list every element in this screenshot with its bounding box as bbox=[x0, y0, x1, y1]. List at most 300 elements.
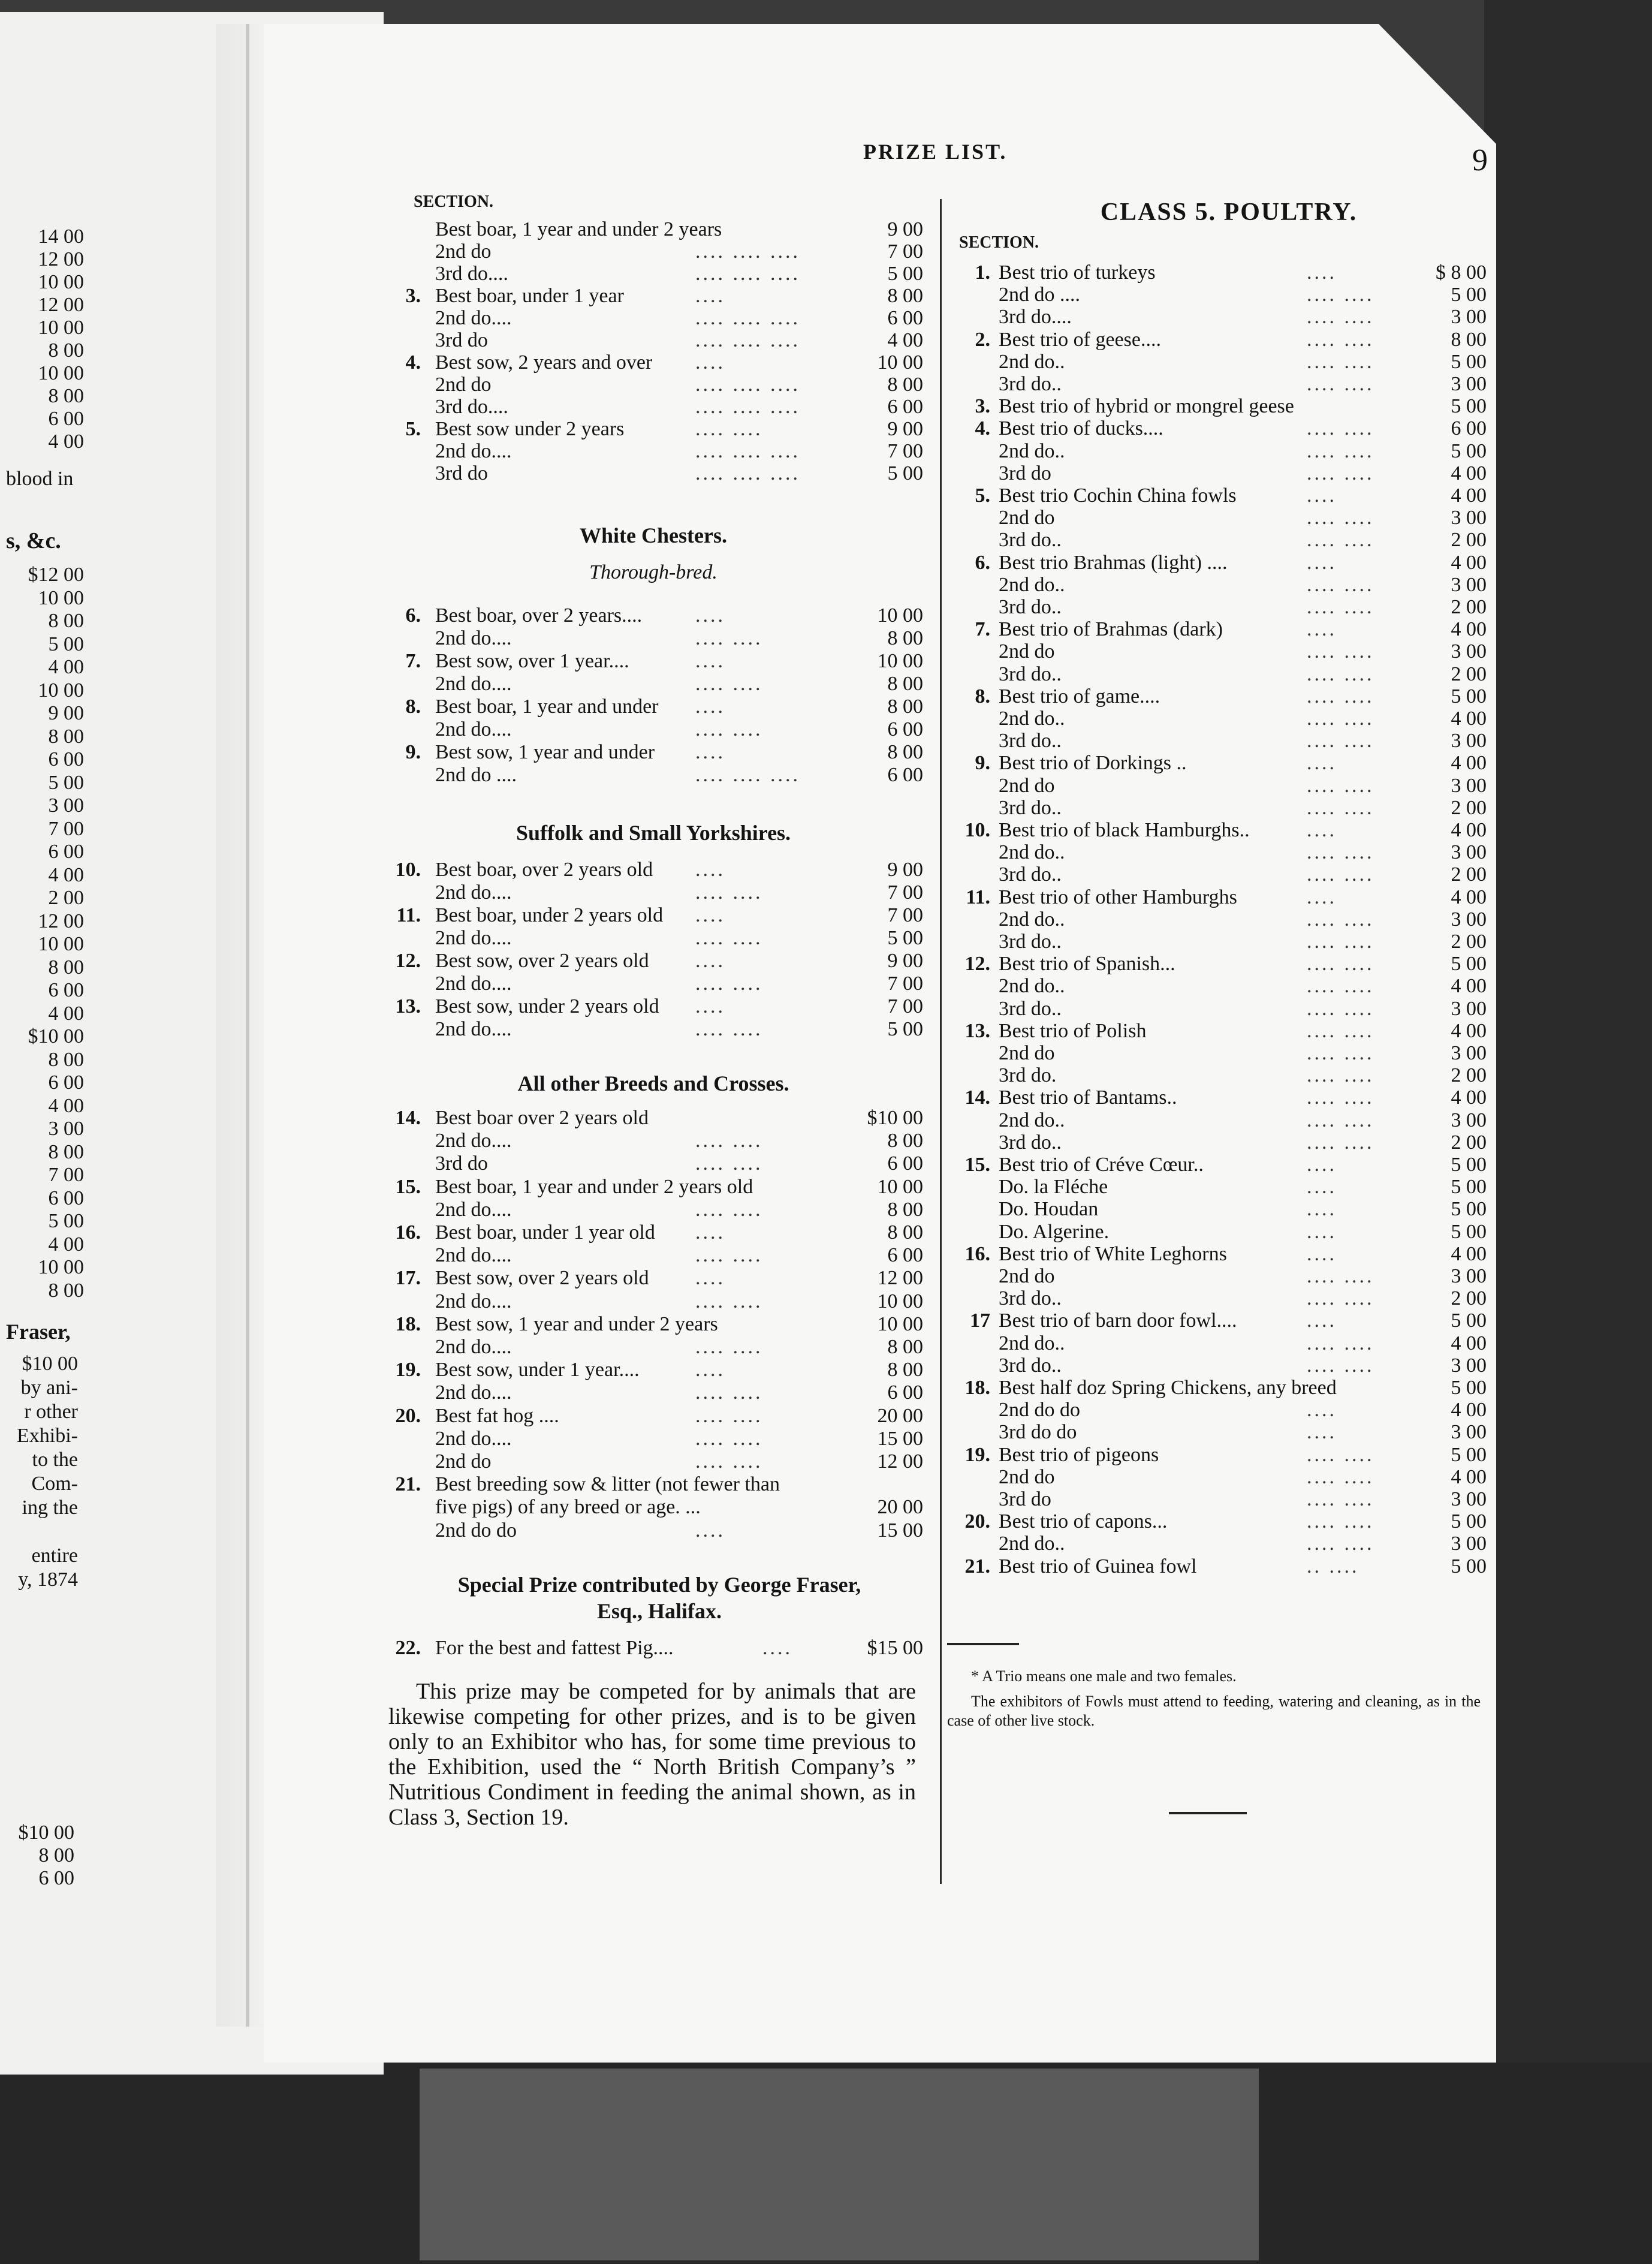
leader-dots: .... .... bbox=[1307, 596, 1374, 618]
prize-amount: 3 00 bbox=[1451, 373, 1487, 395]
leader-dots: .... bbox=[1307, 886, 1337, 908]
prize-amount: 8 00 bbox=[887, 627, 923, 649]
end-rule bbox=[1169, 1812, 1247, 1814]
leader-dots: .... .... .... bbox=[695, 440, 800, 462]
prize-amount: 5 00 bbox=[1451, 284, 1487, 306]
section-number: 4. bbox=[405, 351, 421, 374]
leader-dots: .... .... bbox=[695, 1152, 763, 1175]
prize-row bbox=[0, 373, 1652, 396]
prize-row bbox=[0, 1555, 1652, 1578]
section-number: 19. bbox=[964, 1443, 990, 1466]
prize-label: Best half doz Spring Chickens, any breed bbox=[999, 1377, 1337, 1399]
prize-label: Best boar, over 2 years.... bbox=[435, 604, 643, 627]
left-page-amount: 2 00 bbox=[48, 887, 84, 909]
prize-label: 2nd do.. bbox=[999, 573, 1065, 596]
prize-label: 2nd do.. bbox=[999, 975, 1065, 998]
prize-label: 2nd do do bbox=[435, 1519, 517, 1542]
prize-label: 3rd do.... bbox=[435, 396, 508, 418]
prize-row bbox=[0, 1309, 1652, 1332]
special-prize-heading: Special Prize contributed by George Fraser, bbox=[457, 1573, 861, 1597]
leader-dots: .... .... bbox=[695, 1427, 763, 1450]
prize-label: 3rd do do bbox=[999, 1421, 1077, 1444]
prize-row bbox=[0, 1221, 1652, 1244]
left-page-amount: 8 00 bbox=[38, 1844, 74, 1866]
prize-label: 2nd do.... bbox=[435, 307, 512, 329]
section-number: 21. bbox=[964, 1555, 990, 1577]
prize-label: 3rd do.. bbox=[999, 596, 1062, 618]
left-page-amount: 4 00 bbox=[48, 1094, 84, 1117]
leader-dots: .... .... bbox=[1307, 1265, 1374, 1287]
prize-amount: 3 00 bbox=[1451, 1109, 1487, 1131]
prize-label: 2nd do.... bbox=[435, 1381, 512, 1404]
prize-amount: 6 00 bbox=[887, 1244, 923, 1267]
left-page-amount: 6 00 bbox=[48, 408, 84, 430]
prize-row bbox=[0, 462, 1652, 485]
prize-label: 2nd do .... bbox=[435, 764, 517, 786]
prize-amount: 6 00 bbox=[887, 1152, 923, 1175]
prize-amount: 6 00 bbox=[1451, 417, 1487, 440]
prize-label: 2nd do.. bbox=[999, 708, 1065, 730]
prize-row bbox=[0, 685, 1652, 708]
prize-amount: 2 00 bbox=[1451, 1064, 1487, 1087]
leader-dots: .... .... bbox=[695, 881, 763, 904]
prize-row bbox=[0, 797, 1652, 820]
prize-label: 2nd do.... bbox=[435, 973, 512, 995]
prize-row bbox=[0, 417, 1652, 440]
prize-label: 2nd do.... bbox=[435, 1198, 512, 1221]
section-number: 5. bbox=[405, 418, 421, 440]
leader-dots: .... .... .... bbox=[695, 329, 800, 351]
prize-label: Best trio of turkeys bbox=[999, 261, 1156, 284]
prize-label: 2nd do.. bbox=[999, 1332, 1065, 1354]
prize-row bbox=[0, 1109, 1652, 1132]
left-page-amount: 3 00 bbox=[48, 794, 84, 817]
prize-amount: 8 00 bbox=[887, 285, 923, 307]
prize-label: Best trio of other Hamburghs bbox=[999, 886, 1237, 908]
leader-dots: .... .... bbox=[1307, 1332, 1374, 1354]
prize-row bbox=[0, 908, 1652, 931]
prize-amount: 4 00 bbox=[1451, 1086, 1487, 1109]
prize-row bbox=[0, 1154, 1652, 1176]
prize-amount: 12 00 bbox=[877, 1267, 923, 1290]
leader-dots: .... bbox=[1307, 1421, 1337, 1444]
prize-row bbox=[0, 1042, 1652, 1065]
leader-dots: .... .... bbox=[1307, 306, 1374, 329]
leader-dots: .... .... .... bbox=[695, 764, 800, 786]
left-page-amount: 8 00 bbox=[48, 385, 84, 407]
section-number: 9. bbox=[405, 741, 421, 763]
left-page-amount: 6 00 bbox=[48, 841, 84, 863]
prize-label: 2nd do.... bbox=[435, 440, 512, 462]
prize-label: 3rd do.... bbox=[435, 263, 508, 285]
prize-amount: 3 00 bbox=[1451, 774, 1487, 797]
leader-dots: .... .... .... bbox=[695, 374, 800, 396]
prize-row bbox=[0, 1466, 1652, 1489]
section-number: 17. bbox=[395, 1267, 421, 1290]
prize-label: Best trio of Dorkings .. bbox=[999, 752, 1187, 775]
section-number: 19. bbox=[395, 1359, 421, 1381]
prize-label: 2nd do .... bbox=[999, 284, 1080, 306]
section-number: 10. bbox=[964, 819, 990, 841]
prize-label: Best boar, 1 year and under bbox=[435, 696, 659, 718]
leader-dots: .... .... .... bbox=[695, 462, 800, 484]
prize-label: Best trio Cochin China fowls bbox=[999, 484, 1237, 507]
leader-dots: .... .... bbox=[1307, 529, 1374, 552]
section-heading-white-chesters: White Chesters. bbox=[580, 523, 727, 547]
prize-amount: 8 00 bbox=[887, 1359, 923, 1381]
prize-label: 2nd do.... bbox=[435, 627, 512, 649]
prize-amount: 5 00 bbox=[887, 927, 923, 949]
prize-row bbox=[0, 596, 1652, 619]
left-page-amount: 8 00 bbox=[48, 1048, 84, 1071]
footnote-exhibitors: The exhibitors of Fowls must attend to feeding, watering and cleaning, as in the case of other live stock. bbox=[947, 1693, 1481, 1729]
prize-amount: 3 00 bbox=[1451, 730, 1487, 752]
prize-amount: 5 00 bbox=[1451, 1443, 1487, 1466]
left-page-text: ing the bbox=[22, 1497, 78, 1519]
leader-dots: .. .... bbox=[1307, 1555, 1359, 1577]
prize-label: 3rd do.. bbox=[999, 1287, 1062, 1310]
section-number: 7. bbox=[405, 650, 421, 672]
prize-row bbox=[0, 1131, 1652, 1154]
leader-dots: .... bbox=[695, 950, 725, 972]
left-page-amount: 12 00 bbox=[38, 294, 84, 316]
leader-dots: .... .... bbox=[1307, 1465, 1374, 1488]
prize-label: Best fat hog .... bbox=[435, 1404, 559, 1427]
prize-row bbox=[0, 1377, 1652, 1399]
prize-amount: 5 00 bbox=[1451, 1176, 1487, 1199]
prize-label: 3rd do.. bbox=[999, 663, 1062, 685]
leader-dots: .... bbox=[695, 859, 725, 881]
prize-row bbox=[0, 640, 1652, 663]
left-page-amount: 10 00 bbox=[38, 271, 84, 293]
prize-label: For the best and fattest Pig.... bbox=[435, 1637, 674, 1659]
prize-row bbox=[0, 1064, 1652, 1087]
leader-dots: .... bbox=[1307, 1220, 1337, 1243]
prize-label: five pigs) of any breed or age. ... bbox=[435, 1496, 701, 1519]
prize-label: Best trio of Brahmas (dark) bbox=[999, 618, 1223, 641]
prize-amount: 5 00 bbox=[1451, 1555, 1487, 1577]
section-number: 16. bbox=[964, 1242, 990, 1265]
footnote-trio: * A Trio means one male and two females. bbox=[971, 1667, 1237, 1685]
prize-label: 2nd do bbox=[435, 374, 492, 396]
section-number: 15. bbox=[395, 1175, 421, 1198]
leader-dots: .... .... bbox=[1307, 1019, 1374, 1042]
prize-amount: 5 00 bbox=[1451, 1510, 1487, 1533]
prize-label: Best boar, over 2 years old bbox=[435, 859, 653, 881]
prize-label: 3rd do bbox=[435, 1152, 488, 1175]
prize-amount: 6 00 bbox=[887, 1381, 923, 1404]
section-number: 3. bbox=[975, 395, 990, 418]
prize-amount: 8 00 bbox=[887, 741, 923, 763]
prize-label: 2nd do.... bbox=[435, 881, 512, 904]
prize-amount: 10 00 bbox=[877, 1175, 923, 1198]
leader-dots: .... .... bbox=[1307, 284, 1374, 306]
prize-label: 2nd do do bbox=[999, 1399, 1080, 1422]
section-number: 7. bbox=[975, 618, 990, 641]
prize-row bbox=[0, 351, 1652, 374]
prize-amount: 4 00 bbox=[1451, 551, 1487, 574]
prize-amount: 7 00 bbox=[887, 881, 923, 904]
leader-dots: .... bbox=[695, 696, 725, 718]
prize-label: Best trio of barn door fowl.... bbox=[999, 1309, 1237, 1332]
prize-label: 3rd do bbox=[999, 462, 1051, 484]
leader-dots: .... .... bbox=[695, 973, 763, 995]
prize-amount: 2 00 bbox=[1451, 931, 1487, 953]
prize-label: Best sow, under 2 years old bbox=[435, 995, 659, 1017]
prize-amount: 5 00 bbox=[1451, 350, 1487, 373]
prize-row bbox=[0, 1533, 1652, 1555]
prize-amount: 7 00 bbox=[887, 973, 923, 995]
prize-amount: 3 00 bbox=[1451, 1488, 1487, 1510]
prize-row bbox=[0, 1488, 1652, 1511]
prize-label: Do. la Fléche bbox=[999, 1176, 1108, 1199]
section-number: 13. bbox=[964, 1019, 990, 1042]
prize-amount: 8 00 bbox=[1451, 328, 1487, 351]
left-page-amount: 10 00 bbox=[38, 679, 84, 702]
leader-dots: .... .... bbox=[1307, 997, 1374, 1020]
left-page-line: blood in bbox=[6, 468, 74, 490]
prize-label: 2nd do.. bbox=[999, 1533, 1065, 1555]
left-page-amount: 12 00 bbox=[38, 910, 84, 932]
prize-row bbox=[0, 1637, 1652, 1660]
left-page-text: Com- bbox=[31, 1473, 78, 1495]
left-page-amount: 7 00 bbox=[48, 817, 84, 840]
prize-amount: 6 00 bbox=[887, 396, 923, 418]
prize-label: Best sow, under 1 year.... bbox=[435, 1359, 640, 1381]
prize-label: Best trio of Bantams.. bbox=[999, 1086, 1177, 1109]
leader-dots: .... bbox=[1307, 618, 1337, 641]
left-page-amount: 4 00 bbox=[48, 863, 84, 886]
prize-amount: $ 8 00 bbox=[1436, 261, 1487, 284]
prize-label: 2nd do bbox=[999, 774, 1055, 797]
leader-dots: .... bbox=[1307, 1399, 1337, 1422]
prize-row bbox=[0, 819, 1652, 842]
section-number: 3. bbox=[405, 285, 421, 307]
leader-dots: .... .... .... bbox=[695, 307, 800, 329]
left-page-amount: 5 00 bbox=[48, 771, 84, 794]
prize-amount: 8 00 bbox=[887, 696, 923, 718]
leader-dots: .... .... bbox=[1307, 730, 1374, 752]
leader-dots: .... .... bbox=[1307, 1287, 1374, 1310]
prize-amount: 2 00 bbox=[1451, 1287, 1487, 1310]
prize-label: 2nd do.. bbox=[999, 841, 1065, 864]
leader-dots: .... .... bbox=[1307, 1354, 1374, 1377]
prize-label: Best sow, 2 years and over bbox=[435, 351, 653, 374]
prize-amount: 8 00 bbox=[887, 374, 923, 396]
left-page-amount: 14 00 bbox=[38, 225, 84, 248]
prize-row bbox=[0, 1421, 1652, 1444]
prize-amount: 3 00 bbox=[1451, 306, 1487, 329]
prize-amount: 8 00 bbox=[887, 1130, 923, 1152]
left-page-amount: 10 00 bbox=[38, 586, 84, 609]
leader-dots: .... bbox=[695, 650, 725, 672]
prize-label: Best trio of geese.... bbox=[999, 328, 1161, 351]
prize-label: Best trio of White Leghorns bbox=[999, 1242, 1227, 1265]
section-number: 8. bbox=[405, 696, 421, 718]
prize-amount: 4 00 bbox=[1451, 484, 1487, 507]
left-page-text: y, 1874 bbox=[18, 1568, 78, 1591]
leader-dots: .... .... bbox=[1307, 1443, 1374, 1466]
prize-amount: 4 00 bbox=[1451, 1399, 1487, 1422]
leader-dots: .... .... bbox=[1307, 953, 1374, 976]
left-page-text: entire bbox=[31, 1545, 78, 1567]
prize-label: 2nd do.... bbox=[435, 1130, 512, 1152]
prize-row bbox=[0, 863, 1652, 886]
scan-background-strip bbox=[420, 2069, 1259, 2260]
leader-dots: .... .... bbox=[1307, 417, 1374, 440]
prize-row bbox=[0, 886, 1652, 909]
left-page-amount: 5 00 bbox=[48, 1210, 84, 1232]
prize-label: 2nd do bbox=[999, 1042, 1055, 1064]
leader-dots: .... bbox=[1307, 1309, 1337, 1332]
leader-dots: .... .... bbox=[1307, 350, 1374, 373]
left-page-fraser: Fraser, bbox=[6, 1320, 71, 1344]
prize-row bbox=[0, 1287, 1652, 1310]
prize-row bbox=[0, 507, 1652, 529]
left-page-heading: s, &c. bbox=[6, 528, 61, 553]
prize-label: Best trio of Spanish... bbox=[999, 953, 1175, 976]
prize-amount: 2 00 bbox=[1451, 663, 1487, 685]
prize-label: 3rd do bbox=[435, 329, 488, 351]
leader-dots: .... .... bbox=[1307, 796, 1374, 819]
prize-amount: 7 00 bbox=[887, 440, 923, 462]
left-page-amount: 6 00 bbox=[38, 1867, 74, 1889]
leader-dots: .... .... .... bbox=[695, 263, 800, 285]
prize-row bbox=[0, 775, 1652, 797]
leader-dots: .... .... bbox=[1307, 1086, 1374, 1109]
leader-dots: .... .... bbox=[1307, 1131, 1374, 1154]
leader-dots: .... bbox=[1307, 752, 1337, 775]
left-page-amount: 6 00 bbox=[48, 748, 84, 770]
prize-row bbox=[0, 708, 1652, 730]
prize-amount: 20 00 bbox=[877, 1404, 923, 1427]
prize-row bbox=[0, 975, 1652, 998]
prize-label: Do. Houdan bbox=[999, 1198, 1099, 1221]
left-page-text: to the bbox=[32, 1449, 78, 1471]
prize-label: Best boar, 1 year and under 2 years bbox=[435, 218, 722, 240]
prize-amount: 2 00 bbox=[1451, 1131, 1487, 1154]
left-page-amount: 8 00 bbox=[48, 610, 84, 632]
leader-dots: .... .... bbox=[1307, 1510, 1374, 1533]
leader-dots: .... .... .... bbox=[695, 396, 800, 418]
leader-dots: .... .... bbox=[1307, 863, 1374, 886]
prize-row bbox=[0, 953, 1652, 976]
prize-amount: 5 00 bbox=[1451, 953, 1487, 976]
left-page-amount: 5 00 bbox=[48, 633, 84, 655]
leader-dots: .... .... bbox=[695, 1450, 763, 1473]
prize-amount: 9 00 bbox=[887, 218, 923, 240]
prize-amount: 7 00 bbox=[887, 904, 923, 926]
prize-amount: 9 00 bbox=[887, 859, 923, 881]
prize-amount: 10 00 bbox=[877, 1290, 923, 1312]
prize-label: Best trio of Créve Cœur.. bbox=[999, 1154, 1204, 1176]
left-page-amount: 8 00 bbox=[48, 956, 84, 979]
prize-amount: 4 00 bbox=[1451, 975, 1487, 998]
left-page-amount: 6 00 bbox=[48, 979, 84, 1001]
prize-row bbox=[0, 841, 1652, 864]
prize-amount: 3 00 bbox=[1451, 573, 1487, 596]
prize-amount: $15 00 bbox=[867, 1637, 923, 1659]
prize-amount: 7 00 bbox=[887, 240, 923, 263]
section-number: 17 bbox=[970, 1309, 990, 1332]
leader-dots: .... bbox=[1307, 1176, 1337, 1199]
prize-label: Best trio of Polish bbox=[999, 1019, 1147, 1042]
left-page-amount: 10 00 bbox=[38, 933, 84, 955]
prize-amount: 15 00 bbox=[877, 1427, 923, 1450]
section-number: 20. bbox=[964, 1510, 990, 1533]
prize-amount: 2 00 bbox=[1451, 529, 1487, 552]
section-number: 14. bbox=[395, 1107, 421, 1129]
leader-dots: .... .... bbox=[695, 1198, 763, 1221]
prize-label: 3rd do.. bbox=[999, 1354, 1062, 1377]
prize-amount: 2 00 bbox=[1451, 863, 1487, 886]
page-header: PRIZE LIST. bbox=[863, 140, 1008, 164]
prize-row bbox=[0, 1354, 1652, 1377]
prize-row bbox=[0, 1444, 1652, 1467]
prize-label: 2nd do.... bbox=[435, 1336, 512, 1358]
prize-label: 3rd do.. bbox=[999, 1131, 1062, 1154]
prize-amount: 5 00 bbox=[1451, 395, 1487, 418]
prize-label: 3rd do.. bbox=[999, 529, 1062, 552]
left-page-text: r other bbox=[24, 1401, 78, 1423]
section-number: 5. bbox=[975, 484, 990, 507]
prize-amount: 3 00 bbox=[1451, 640, 1487, 663]
prize-amount: 9 00 bbox=[887, 950, 923, 972]
section-number: 9. bbox=[975, 752, 990, 775]
leader-dots: .... .... bbox=[1307, 1042, 1374, 1064]
prize-amount: 8 00 bbox=[887, 673, 923, 695]
leader-dots: .... .... bbox=[695, 1018, 763, 1040]
section-number: 18. bbox=[964, 1377, 990, 1399]
prize-label: 2nd do.... bbox=[435, 673, 512, 695]
leader-dots: .... .... bbox=[1307, 774, 1374, 797]
section-number: 16. bbox=[395, 1221, 421, 1244]
prize-label: 3rd do. bbox=[999, 1064, 1057, 1087]
leader-dots: .... bbox=[1307, 484, 1337, 507]
leader-dots: .... bbox=[762, 1637, 792, 1659]
prize-label: 2nd do.... bbox=[435, 1018, 512, 1040]
leader-dots: .... .... bbox=[695, 1381, 763, 1404]
leader-dots: .... .... bbox=[1307, 507, 1374, 529]
prize-label: 3rd do.. bbox=[999, 997, 1062, 1020]
prize-label: 2nd do bbox=[999, 640, 1055, 663]
leader-dots: .... .... bbox=[695, 1404, 763, 1427]
leader-dots: .... bbox=[695, 995, 725, 1017]
section-number: 12. bbox=[964, 953, 990, 976]
prize-amount: $10 00 bbox=[867, 1107, 923, 1129]
leader-dots: .... .... bbox=[695, 627, 763, 649]
special-prize-heading-2: Esq., Halifax. bbox=[596, 1599, 722, 1623]
prize-amount: 10 00 bbox=[877, 604, 923, 627]
leader-dots: .... .... bbox=[1307, 462, 1374, 484]
leader-dots: .... .... bbox=[1307, 439, 1374, 462]
leader-dots: .... .... bbox=[1307, 663, 1374, 685]
prize-amount: 5 00 bbox=[1451, 1309, 1487, 1332]
leader-dots: .... bbox=[695, 904, 725, 926]
prize-row bbox=[0, 574, 1652, 597]
prize-row bbox=[0, 1399, 1652, 1422]
section-number: 22. bbox=[395, 1637, 421, 1659]
left-page-amount: 10 00 bbox=[38, 317, 84, 339]
footnote-rule bbox=[947, 1643, 1019, 1645]
section-number: 15. bbox=[964, 1154, 990, 1176]
prize-amount: 10 00 bbox=[877, 1312, 923, 1335]
prize-amount: 4 00 bbox=[1451, 886, 1487, 908]
prize-amount: 3 00 bbox=[1451, 1265, 1487, 1287]
left-page-amount: 3 00 bbox=[48, 1118, 84, 1140]
prize-label: Do. Algerine. bbox=[999, 1220, 1110, 1243]
prize-amount: 3 00 bbox=[1451, 1042, 1487, 1064]
